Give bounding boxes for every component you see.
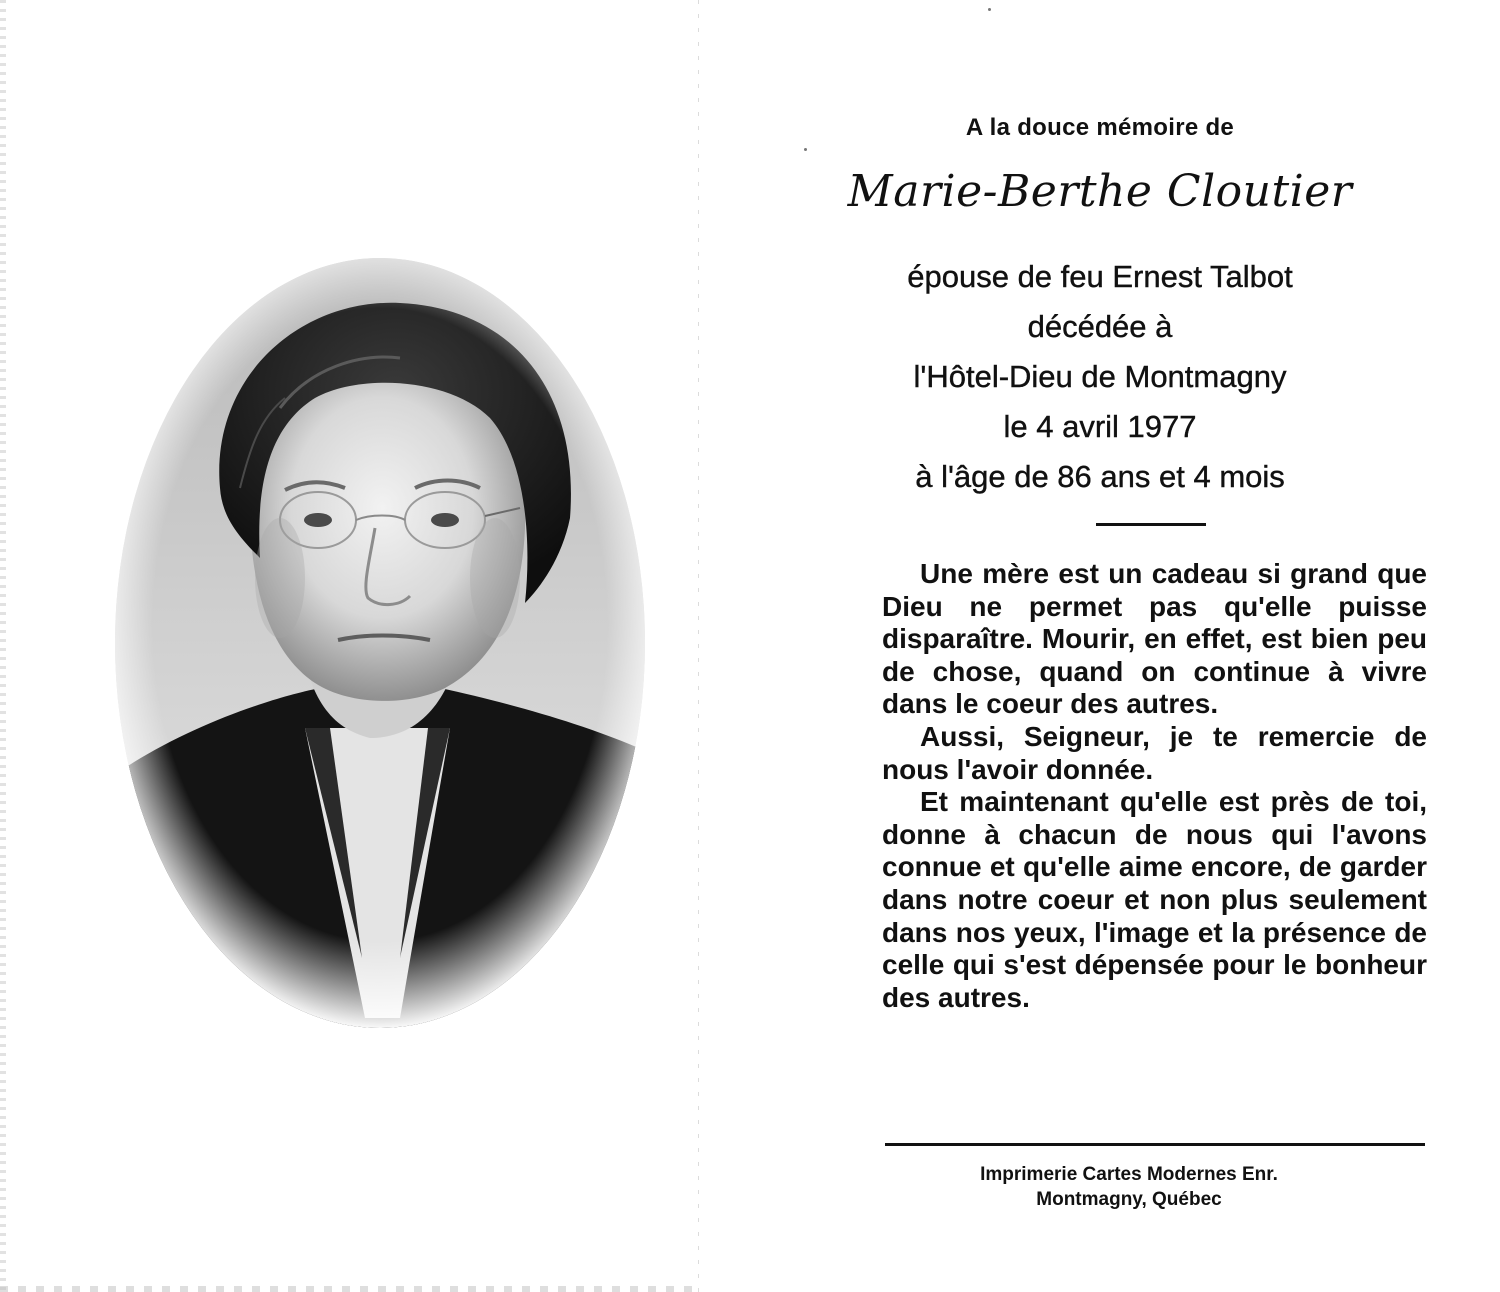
dedication-intro: A la douce mémoire de — [965, 114, 1235, 141]
printer-credit — [700, 1162, 1500, 1212]
spouse-line: épouse de feu Ernest Talbot — [907, 259, 1293, 294]
death-details — [700, 252, 1500, 502]
poem-paragraph-2: Aussi, Seigneur, je te remercie de nous l'avoir donnée. — [882, 720, 1427, 785]
date-line: le 4 avril 1977 — [1003, 409, 1197, 444]
deceased-name: Marie-Berthe Cloutier — [847, 166, 1353, 217]
printer-location: Montmagny, Québec — [1036, 1189, 1222, 1210]
age-line: à l'âge de 86 ans et 4 mois — [915, 459, 1285, 494]
poem-paragraph-1: Une mère est un cadeau si grand que Dieu ne permet pas qu'elle puisse disparaître. Mourir, en effet, est bien peu de chose, quand on continue à vivre dans le coeur des autres. — [882, 558, 1427, 720]
deceased-at-line: décédée à — [1027, 309, 1173, 344]
card-fold-line — [698, 0, 699, 1292]
text-panel — [700, 0, 1500, 1292]
place-line: l'Hôtel-Dieu de Montmagny — [913, 359, 1287, 394]
memorial-text — [882, 558, 1427, 1014]
printer-name: Imprimerie Cartes Modernes Enr. — [980, 1164, 1278, 1185]
poem-paragraph-3: Et maintenant qu'elle est près de toi, donne à chacun de nous qui l'avons connue et qu'elle aime encore, de garder dans notre coeur et non plus seulement dans nos yeux, l'image et la présence de celle qui s'est dépensée pour le bonheur des autres. — [882, 786, 1427, 1013]
portrait-photo — [100, 258, 660, 1038]
separator-long — [885, 1143, 1425, 1146]
separator-short — [1096, 523, 1206, 526]
photo-panel — [0, 0, 698, 1292]
